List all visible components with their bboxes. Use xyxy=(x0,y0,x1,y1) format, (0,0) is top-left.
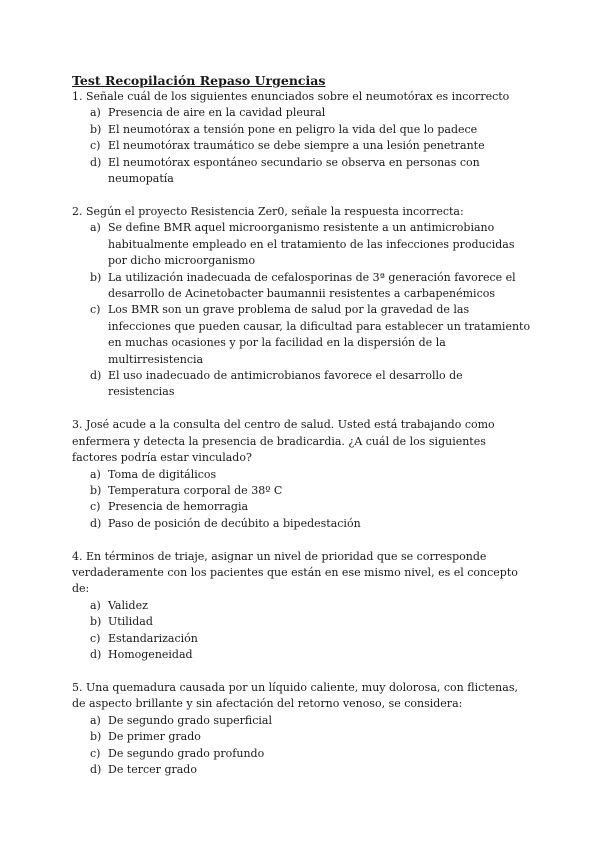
option-list xyxy=(72,220,532,400)
option-text: Los BMR son un grave problema de salud por la gravedad de las infecciones que pueden causar, la dificultad para establecer un tratamiento en muchas ocasiones y por la facilidad en la dispersión de la multirresistencia xyxy=(108,303,531,366)
question-1 xyxy=(72,89,532,187)
option-list xyxy=(72,105,532,187)
question-4 xyxy=(72,549,532,664)
option-b xyxy=(72,614,532,630)
option-letter: b) xyxy=(90,122,102,136)
question-text: 2. Según el proyecto Resistencia Zer0, señale la respuesta incorrecta: xyxy=(72,204,464,218)
option-d xyxy=(72,647,532,663)
option-letter: d) xyxy=(90,648,102,662)
option-text: De primer grado xyxy=(108,730,201,744)
document-title: Test Recopilación Repaso Urgencias xyxy=(72,73,326,88)
option-a xyxy=(72,467,532,483)
option-text: La utilización inadecuada de cefalosporinas de 3ª generación favorece el desarrollo de Acinetobacter baumannii resistentes a carbapenémicos xyxy=(108,270,516,300)
option-text: Utilidad xyxy=(108,615,153,629)
option-list xyxy=(72,598,532,664)
option-d xyxy=(72,762,532,778)
option-c xyxy=(72,138,532,154)
option-text: Estandarización xyxy=(108,631,198,645)
option-letter: d) xyxy=(90,155,102,169)
option-text: De tercer grado xyxy=(108,763,197,777)
option-a xyxy=(72,220,532,269)
option-text: Paso de posición de decúbito a bipedestación xyxy=(108,516,361,530)
option-c xyxy=(72,631,532,647)
option-letter: a) xyxy=(90,713,101,727)
option-a xyxy=(72,598,532,614)
question-text: 3. José acude a la consulta del centro de salud. Usted está trabajando como enfermera y detecta la presencia de bradicardia. ¿A cuál de los siguientes factores podría estar vinculado? xyxy=(72,418,495,465)
option-text: Presencia de hemorragia xyxy=(108,500,249,514)
option-letter: b) xyxy=(90,730,102,744)
option-letter: c) xyxy=(90,746,101,760)
option-b xyxy=(72,729,532,745)
option-text: De segundo grado profundo xyxy=(108,746,265,760)
option-letter: d) xyxy=(90,369,102,382)
option-text: El uso inadecuado de antimicrobianos favorece el desarrollo de resistencias xyxy=(108,369,463,399)
spacer xyxy=(72,532,532,549)
option-letter: c) xyxy=(90,139,101,153)
question-text: 4. En términos de triaje, asignar un nivel de prioridad que se corresponde verdaderamente con los pacientes que están en ese mismo nivel, es el concepto de: xyxy=(72,549,518,596)
option-text: Homogeneidad xyxy=(108,648,193,662)
option-letter: a) xyxy=(90,467,101,481)
option-b xyxy=(72,483,532,499)
option-d xyxy=(72,155,532,188)
option-text: De segundo grado superficial xyxy=(108,713,273,727)
option-letter: a) xyxy=(90,598,101,612)
option-letter: c) xyxy=(90,631,101,645)
option-list xyxy=(72,713,532,779)
option-text: Validez xyxy=(108,598,148,612)
option-text: Temperatura corporal de 38º C xyxy=(108,483,283,497)
option-letter: b) xyxy=(90,270,102,284)
spacer xyxy=(72,187,532,204)
option-text: El neumotórax espontáneo secundario se observa en personas con neumopatía xyxy=(108,155,480,186)
option-letter: c) xyxy=(90,303,101,317)
option-text: Presencia de aire en la cavidad pleural xyxy=(108,106,326,120)
option-c xyxy=(72,746,532,762)
option-letter: d) xyxy=(90,516,102,530)
option-b xyxy=(72,122,532,138)
spacer xyxy=(72,401,532,418)
option-text: Toma de digitálicos xyxy=(108,467,217,481)
option-letter: a) xyxy=(90,221,101,235)
option-list xyxy=(72,467,532,533)
option-letter: a) xyxy=(90,106,101,120)
question-text: 1. Señale cuál de los siguientes enunciados sobre el neumotórax es incorrecto xyxy=(72,90,510,103)
option-d xyxy=(72,368,532,401)
option-a xyxy=(72,713,532,729)
option-letter: c) xyxy=(90,500,101,514)
option-text: El neumotórax traumático se debe siempre a una lesión penetrante xyxy=(108,139,485,153)
spacer xyxy=(72,664,532,681)
option-d xyxy=(72,516,532,532)
question-3 xyxy=(72,417,532,532)
question-text: 5. Una quemadura causada por un líquido caliente, muy dolorosa, con flictenas, de aspecto brillante y sin afectación del retorno venoso, se considera: xyxy=(72,681,518,711)
option-c xyxy=(72,499,532,515)
option-letter: d) xyxy=(90,763,102,777)
option-letter: b) xyxy=(90,483,102,497)
document-page xyxy=(72,72,532,778)
option-text: El neumotórax a tensión pone en peligro la vida del que lo padece xyxy=(108,122,478,136)
question-2 xyxy=(72,204,532,401)
option-b xyxy=(72,270,532,303)
option-letter: b) xyxy=(90,615,102,629)
option-a xyxy=(72,105,532,121)
question-5 xyxy=(72,680,532,778)
option-text: Se define BMR aquel microorganismo resistente a un antimicrobiano habitualmente empleado en el tratamiento de las infecciones producidas por dicho microorganismo xyxy=(108,221,515,268)
option-c xyxy=(72,302,532,368)
